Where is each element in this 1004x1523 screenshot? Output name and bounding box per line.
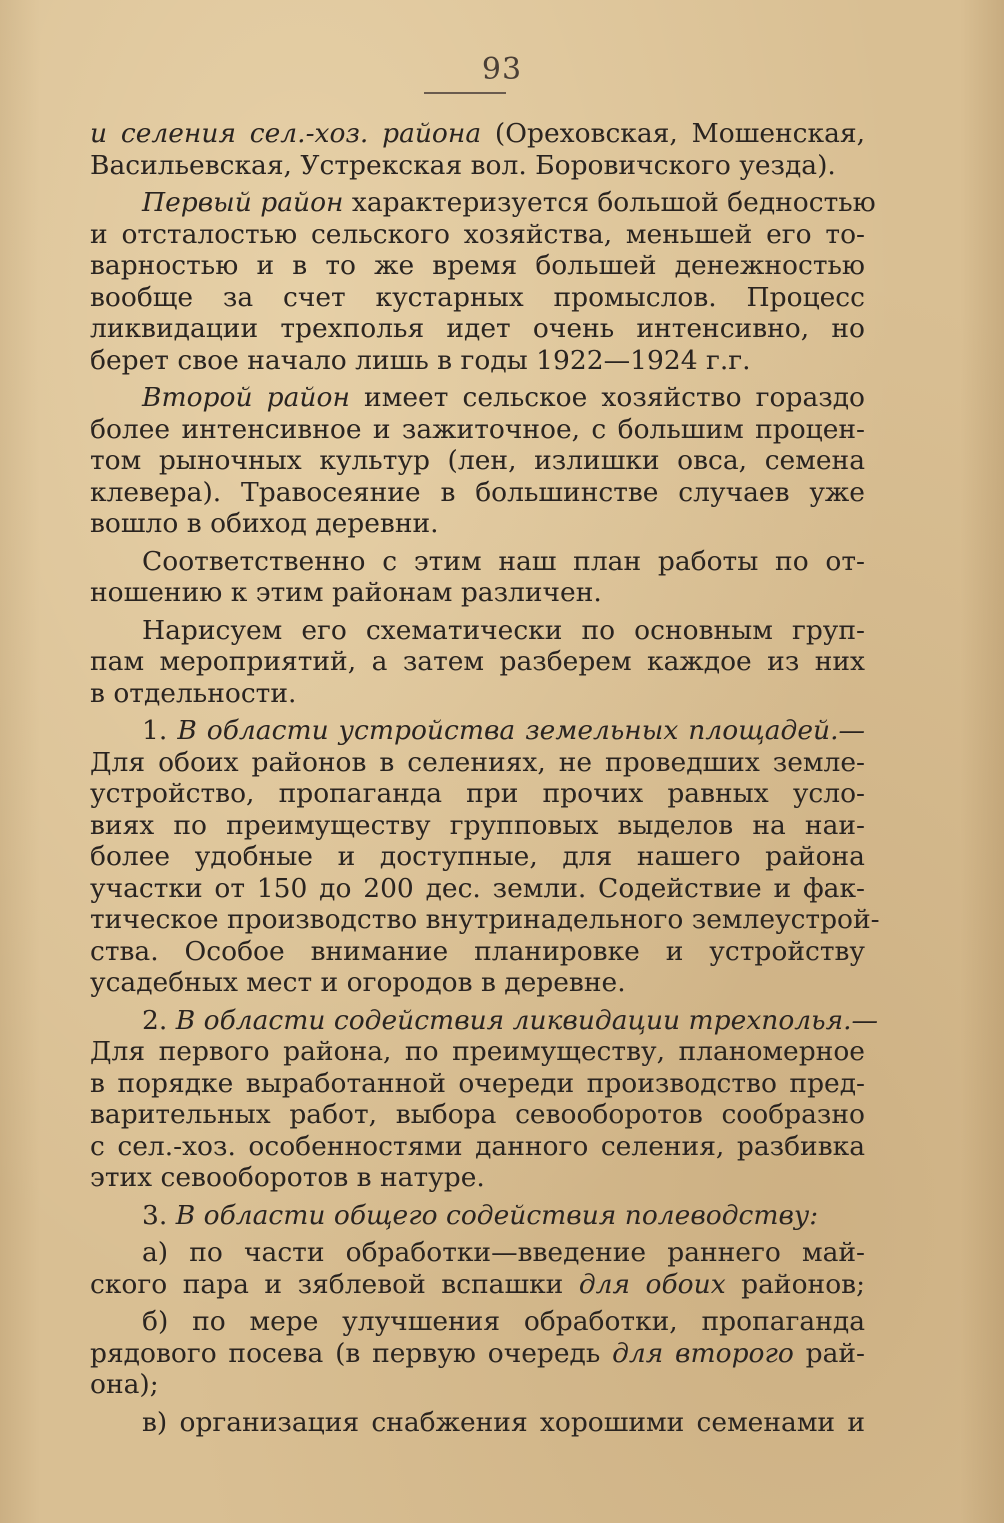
text-line bbox=[90, 1369, 865, 1401]
line-text: Для первого района, по преимуществу, планомерное bbox=[90, 1036, 865, 1067]
text-line bbox=[90, 477, 865, 509]
line-text: виях по преимуществу групповых выделов на наи- bbox=[90, 809, 865, 841]
italic-phrase: для второго bbox=[612, 1337, 794, 1369]
text-line bbox=[90, 936, 865, 968]
line-text: Васильевская, Устрекская вол. Боровичского уезда). bbox=[90, 149, 836, 181]
line-text: ликвидации трехполья идет очень интенсивно, но bbox=[90, 313, 865, 344]
text-line bbox=[90, 118, 865, 150]
italic-phrase: для обоих bbox=[578, 1268, 726, 1300]
line-text: в отдельности. bbox=[90, 677, 297, 709]
line-text: (Ореховская, Мошенская, bbox=[481, 118, 866, 149]
italic-phrase: В области общего содействия полеводству: bbox=[175, 1199, 819, 1231]
text-line bbox=[90, 546, 865, 578]
text-line bbox=[90, 282, 865, 314]
line-text: варностью и в то же время большей денежностью bbox=[90, 250, 865, 281]
text-line bbox=[90, 1068, 865, 1100]
line-text: и отсталостью сельского хозяйства, меньшей его то- bbox=[90, 218, 865, 250]
line-text: этих севооборотов в натуре. bbox=[90, 1162, 485, 1193]
line-text: вообще за счет кустарных промыслов. Процесс bbox=[90, 281, 865, 313]
text-line bbox=[90, 1338, 865, 1370]
italic-phrase: В области устройства земельных площадей.— bbox=[177, 715, 865, 746]
text-line bbox=[90, 445, 865, 477]
text-line bbox=[90, 678, 865, 710]
line-text: более удобные и доступные, для нашего района bbox=[90, 841, 865, 872]
line-text: 1. bbox=[142, 715, 178, 746]
italic-phrase: Второй район bbox=[142, 382, 350, 413]
text-line bbox=[90, 1237, 865, 1269]
line-text: вошло в обиход деревни. bbox=[90, 508, 439, 539]
line-text: варительных работ, выбора севооборотов сообразно bbox=[90, 1099, 865, 1130]
text-line bbox=[90, 345, 865, 377]
text-line bbox=[90, 1162, 865, 1194]
line-text: с сел.-хоз. особенностями данного селения, разбивка bbox=[90, 1130, 865, 1162]
line-text: Соответственно с этим наш план работы по от- bbox=[142, 545, 865, 577]
text-line bbox=[90, 577, 865, 609]
italic-phrase: В области содействия ликвидации трехполья.— bbox=[175, 1004, 879, 1036]
line-text: ского пара и зяблевой вспашки bbox=[90, 1268, 579, 1300]
line-text: б) по мере улучшения обработки, пропаганда bbox=[142, 1306, 865, 1337]
line-text: ства. Особое внимание планировке и устройству bbox=[90, 935, 865, 967]
header-rule bbox=[424, 92, 506, 94]
text-line bbox=[90, 1099, 865, 1131]
line-text: рай- bbox=[793, 1337, 865, 1369]
text-line bbox=[90, 1131, 865, 1163]
text-line bbox=[90, 382, 865, 414]
text-line bbox=[90, 1306, 865, 1338]
line-text: районов; bbox=[725, 1268, 865, 1300]
text-line bbox=[90, 187, 876, 219]
text-line bbox=[90, 810, 865, 842]
line-text: характеризуется большой бедностью bbox=[343, 187, 876, 218]
text-line bbox=[90, 1004, 879, 1037]
line-text: клевера). Травосеяние в большинстве случаев уже bbox=[90, 476, 865, 508]
page-number: 93 bbox=[481, 52, 523, 87]
line-text: 2. bbox=[142, 1004, 176, 1036]
text-line bbox=[90, 841, 865, 873]
text-line bbox=[90, 1036, 865, 1068]
line-text: берет свое начало лишь в годы 1922—1924 г.г. bbox=[90, 344, 751, 376]
line-text: ношению к этим районам различен. bbox=[90, 577, 602, 608]
line-text: а) по части обработки—введение раннего май- bbox=[142, 1237, 865, 1268]
line-text: том рыночных культур (лен, излишки овса, семена bbox=[90, 445, 865, 476]
body-text bbox=[90, 118, 880, 1438]
line-text: участки от 150 до 200 дес. земли. Содействие и фак- bbox=[90, 872, 865, 904]
text-line bbox=[90, 219, 865, 251]
line-text: усадебных мест и огородов в деревне. bbox=[90, 967, 626, 998]
text-line bbox=[90, 904, 880, 936]
line-text: более интенсивное и зажиточное, с большим процен- bbox=[90, 413, 865, 445]
text-line bbox=[90, 747, 865, 779]
line-text: пам мероприятий, а затем разберем каждое из них bbox=[90, 646, 865, 677]
line-text: 3. bbox=[142, 1199, 176, 1231]
italic-phrase: и селения сел.-хоз. района bbox=[90, 118, 482, 149]
text-line bbox=[90, 1200, 865, 1232]
line-text: устройство, пропаганда при прочих равных усло- bbox=[90, 778, 865, 809]
text-line bbox=[90, 1407, 865, 1439]
text-line bbox=[90, 1269, 865, 1301]
line-text: в) организация снабжения хорошими семенами и bbox=[142, 1406, 865, 1438]
line-text: имеет сельское хозяйство гораздо bbox=[349, 382, 865, 413]
text-line bbox=[90, 508, 865, 540]
text-line bbox=[90, 150, 865, 182]
text-line bbox=[90, 873, 865, 905]
text-line bbox=[90, 250, 865, 282]
line-text: Нарисуем его схематически по основным груп- bbox=[142, 614, 865, 646]
line-text: она); bbox=[90, 1369, 159, 1400]
line-text: рядового посева (в первую очередь bbox=[90, 1337, 613, 1369]
text-line bbox=[90, 615, 865, 647]
line-text: Для обоих районов в селениях, не проведших земле- bbox=[90, 746, 865, 778]
text-line bbox=[90, 778, 865, 810]
text-line bbox=[90, 414, 865, 446]
text-line bbox=[90, 646, 865, 678]
text-line bbox=[90, 313, 865, 345]
line-text: тическое производство внутринадельного землеустрой- bbox=[90, 904, 880, 935]
text-line bbox=[90, 715, 865, 747]
line-text: в порядке выработанной очереди производство пред- bbox=[90, 1067, 865, 1099]
text-line bbox=[90, 967, 865, 999]
italic-phrase: Первый район bbox=[142, 187, 344, 218]
